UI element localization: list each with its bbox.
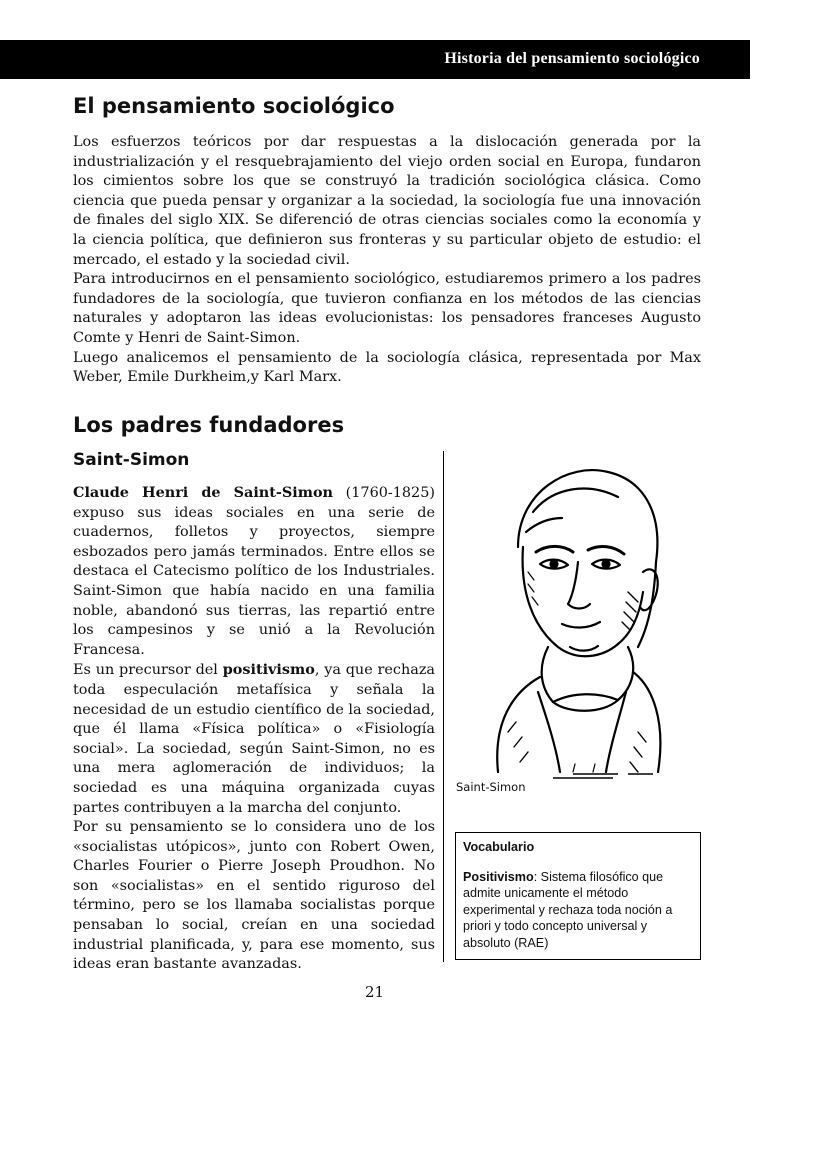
vocabulary-box	[455, 832, 701, 960]
section-title: El pensamiento sociológico	[73, 94, 395, 118]
vocabulary-title: Vocabulario	[463, 840, 535, 854]
saint-simon-portrait	[478, 452, 678, 782]
portrait-caption: Saint-Simon	[456, 780, 526, 794]
positivism-text-start: Es un precursor del	[73, 662, 223, 679]
saint-simon-text	[73, 483, 435, 975]
bio-text: (1760-1825) expuso sus ideas sociales en una serie de cuadernos, folletos y proyectos, siempre esbozados pero jamás terminados. Entre ellos se destaca el Catecismo político de los Industriales. Saint-Simon que había nacido en una familia noble, abandonó sus tierras, las repartió entre los campesinos y se unió a la Revolución Francesa.	[73, 485, 435, 658]
vocabulary-term: Positivismo	[463, 869, 534, 884]
bio-name: Claude Henri de Saint-Simon	[73, 484, 334, 501]
intro-text	[73, 133, 701, 388]
running-header-title: Historia del pensamiento sociológico	[444, 50, 700, 67]
bio-paragraph	[73, 483, 435, 660]
vocabulary-definition	[463, 870, 672, 950]
intro-paragraph: Luego analicemos el pensamiento de la sociología clásica, representada por Max Weber, Emile Durkheim,y Karl Marx.	[73, 349, 701, 386]
intro-paragraph: Los esfuerzos teóricos por dar respuestas a la dislocación generada por la industrialización y el resquebrajamiento del viejo orden social en Europa, fundaron los cimientos sobre los que se construyó la tradición sociológica clásica. Como ciencia que pueda pensar y organizar a la sociedad, la sociología fue una innovación de finales del siglo XIX. Se diferenció de otras ciencias sociales como la economía y la ciencia política, que definieron sus fronteras y su particular objeto de estudio: el mercado, el estado y la sociedad civil.	[73, 134, 701, 268]
running-header	[0, 40, 750, 79]
utopian-paragraph: Por su pensamiento se lo considera uno de los «socialistas utópicos», junto con Robert Owen, Charles Fourier o Pierre Joseph Proudhon. No son «socialistas» en el sentido riguroso del término, pero se los llamaba socialistas porque pensaban lo social, creían en una sociedad industrial planificada, y, para ese momento, sus ideas eran bastante avanzadas.	[73, 819, 435, 973]
positivism-paragraph	[73, 660, 435, 818]
page-number: 21	[365, 983, 385, 1001]
positivism-term: positivismo	[222, 661, 315, 679]
positivism-text: , ya que rechaza toda especulación metafísica y señala la necesidad de un estudio científico de la sociedad, que él llama «Física política» o «Fisiología social». La sociedad, según Saint-Simon, no es una mera aglomeración de individuos; la sociedad es una máquina organizada cuyas partes contribuyen a la marcha del conjunto.	[73, 662, 435, 816]
vocabulary-definition-text: : Sistema filosófico que admite unicamente el método experimental y rechaza toda noción a priori y todo concepto universal y absoluto (RAE)	[463, 869, 673, 950]
column-divider	[443, 451, 444, 962]
founders-title: Los padres fundadores	[73, 413, 345, 437]
saint-simon-heading: Saint-Simon	[73, 450, 190, 470]
intro-paragraph: Para introducirnos en el pensamiento sociológico, estudiaremos primero a los padres fundadores de la sociología, que tuvieron confianza en los métodos de las ciencias naturales y adoptaron las ideas evolucionistas: los pensadores franceses Augusto Comte y Henri de Saint-Simon.	[73, 271, 701, 346]
